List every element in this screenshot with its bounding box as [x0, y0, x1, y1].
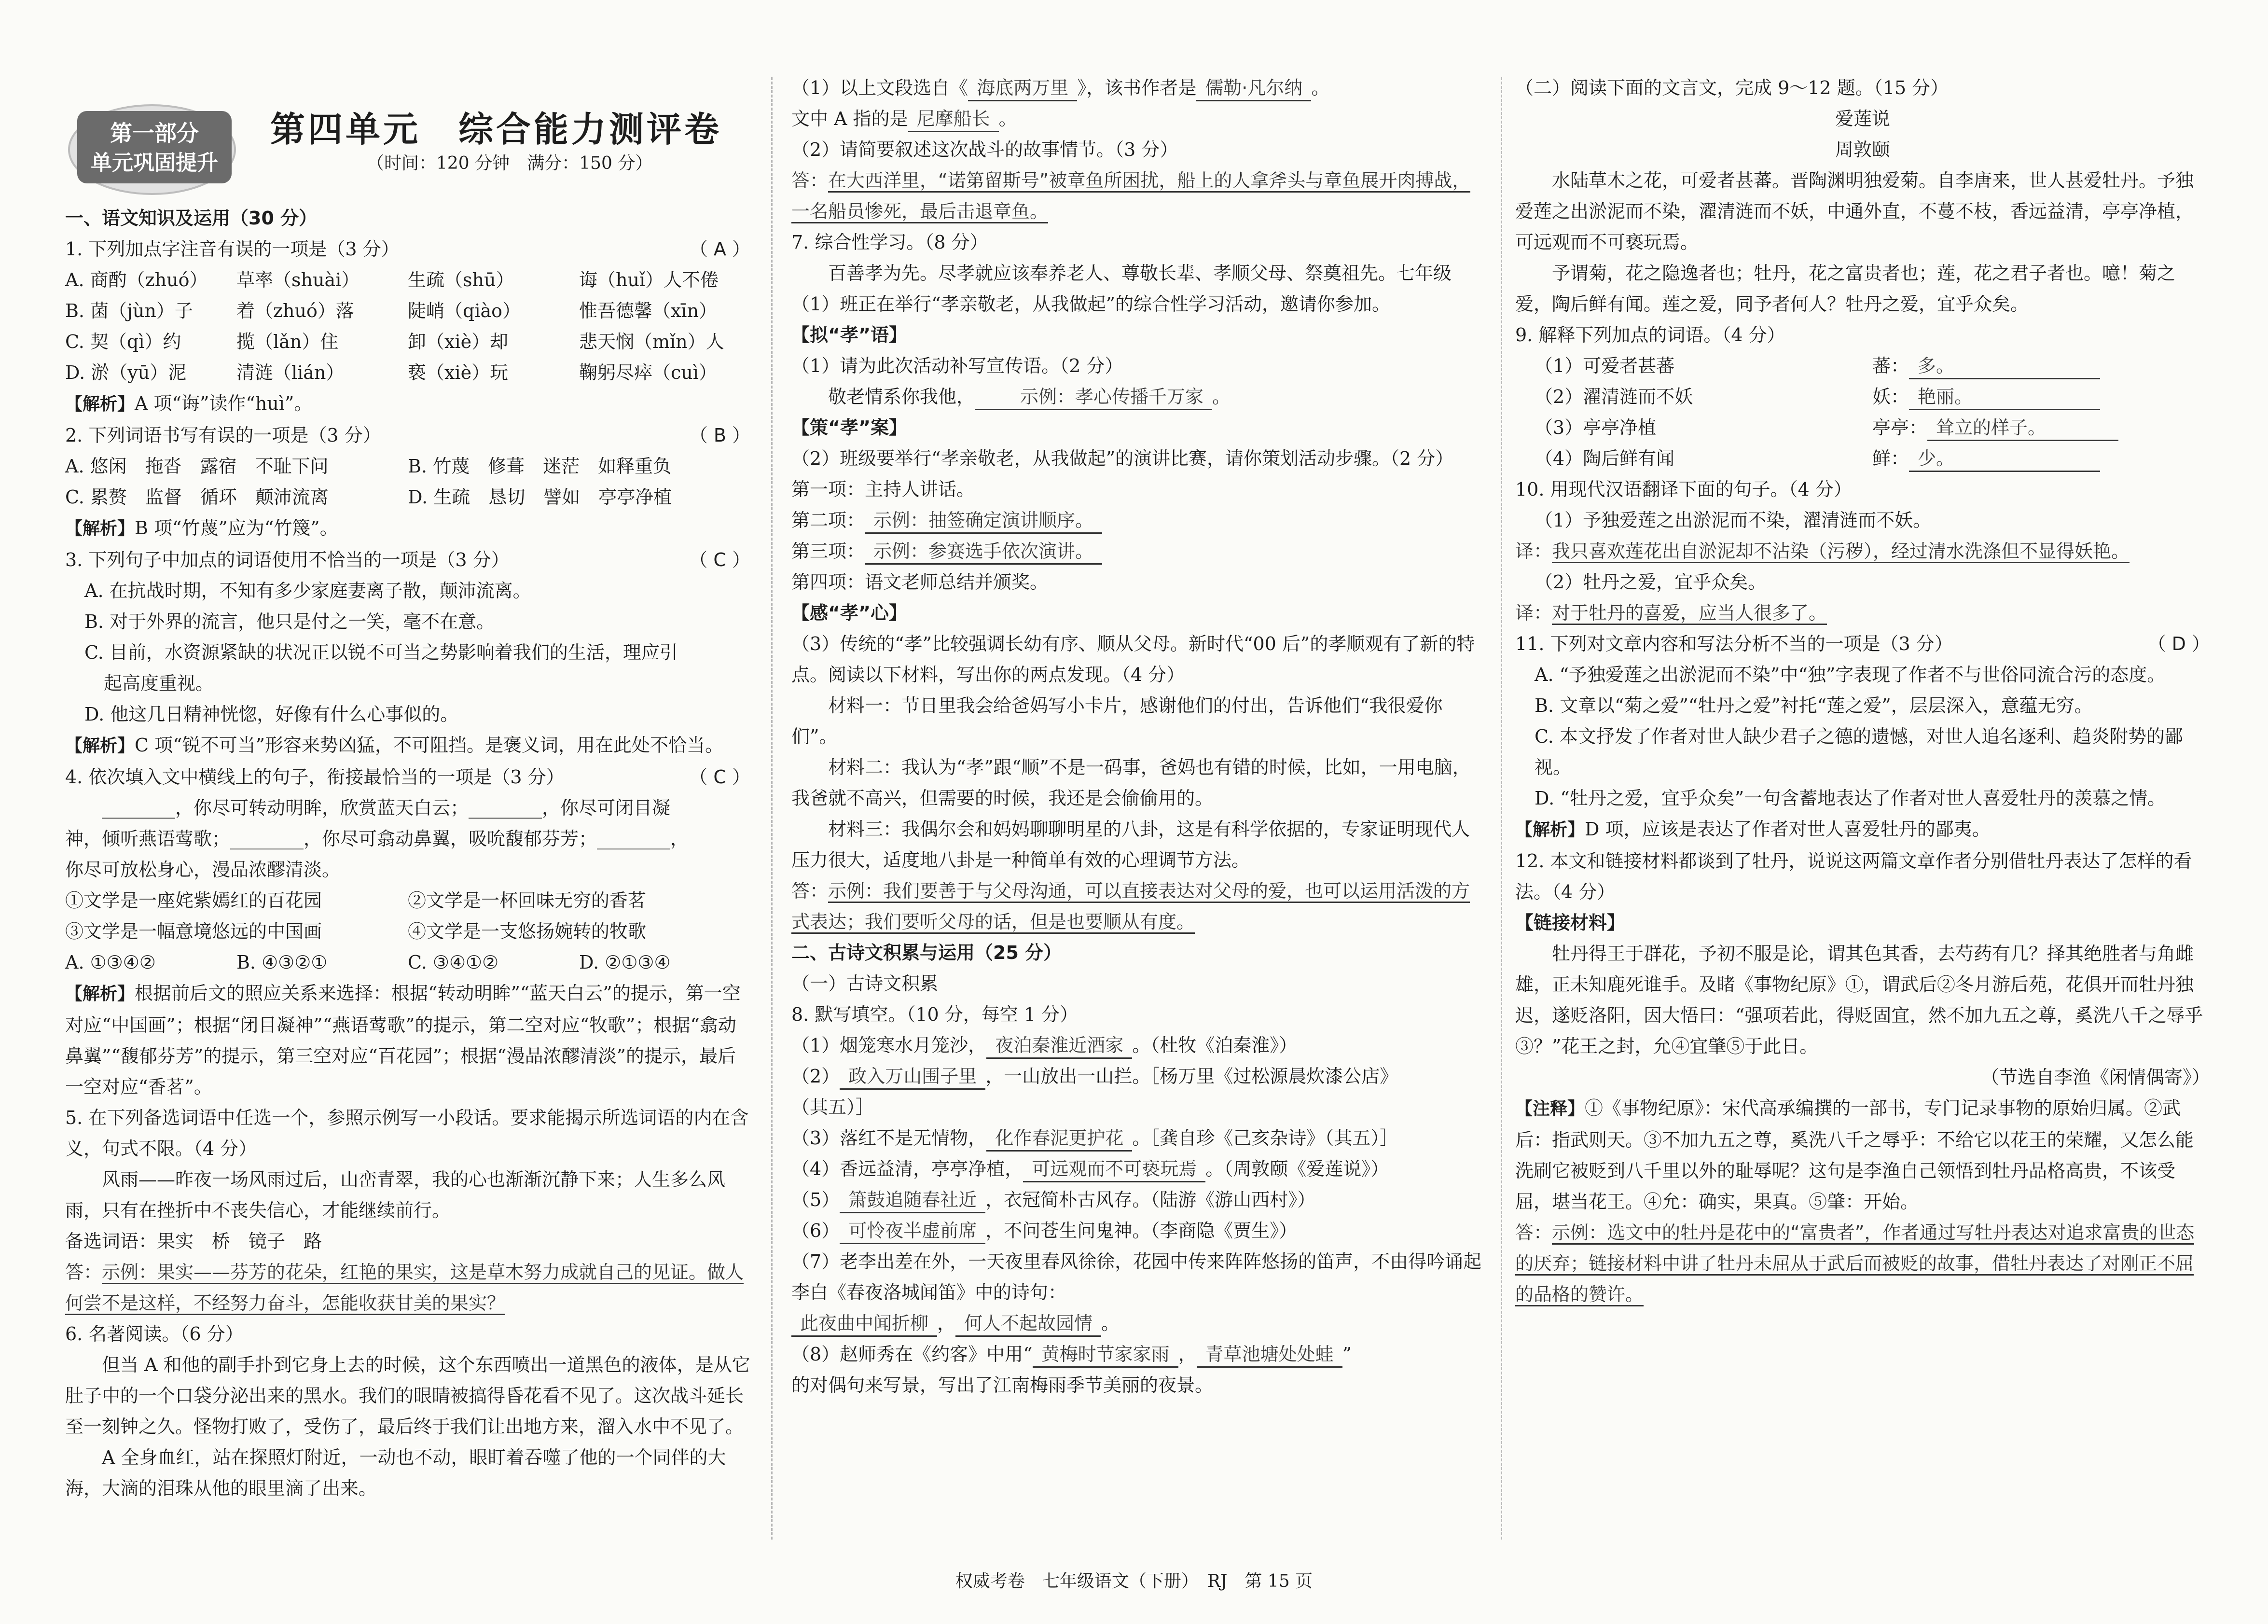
- question-line: [65, 544, 750, 575]
- text-line: （2）班级要举行“孝亲敬老，从我做起”的演讲比赛，请你策划活动步骤。（2 分）: [791, 448, 1454, 469]
- analysis-tag: 【解析】: [65, 984, 135, 1004]
- analysis-note: [65, 388, 750, 420]
- filled-answer: 海底两万里: [968, 76, 1077, 101]
- analysis-tag: 【解析】: [65, 519, 135, 539]
- question-text: 4. 依次填入文中横线上的句子，衔接最恰当的一项是（3 分）: [65, 766, 565, 788]
- answer-block: [1515, 536, 2210, 567]
- answer-label: 译：: [1515, 541, 1552, 562]
- answer-block: [65, 1257, 750, 1319]
- filled-answer: 黄梅时节家家雨: [1033, 1342, 1178, 1368]
- text-line: 10. 用现代汉语翻译下面的句子。（4 分）: [1515, 479, 1852, 500]
- passage-paragraph: 材料二：我认为“孝”跟“顺”不是一码事，爸妈也有错的时候，比如，一用电脑，我爸就不高兴，但需要的时候，我还是会偷偷用的。: [791, 757, 1471, 809]
- word-item: [1515, 381, 2210, 412]
- analysis-note: [1515, 1093, 2210, 1217]
- fill-text: （8）赵师秀在《约客》中用“: [791, 1344, 1033, 1365]
- section-heading: 【链接材料】: [1515, 912, 1626, 933]
- answer-text: 示例：选文中的牡丹是花中的“富贵者”，作者通过写牡丹表达对追求富贵的世态的厌弃；链接材料中讲了牡丹未屈从于武后而被贬的故事，借牡丹表达了对刚正不屈的品格的赞许。: [1515, 1222, 2194, 1306]
- analysis-text: ①《事物纪原》：宋代高承编撰的一部书，专门记录事物的原始归属。②武后：指武则天。③不加九五之尊，奚洗八千之辱乎：不给它以花王的荣耀，又怎么能洗刷它被贬到八千里以外的耻辱呢？这句是李渔自己领悟到牡丹品格高贵，不该受屈，堪当花王。④允：确实，果真。⑤肇：开始。: [1515, 1097, 2194, 1212]
- passage-paragraph: 牡丹得王于群花，予初不服是论，谓其色其香，去芍药有几？择其绝胜者与角雌雄，正未知鹿死谁手。及睹《事物纪原》①，谓武后②冬月游后苑，花俱开而牡丹独迟，遂贬洛阳，因大悟曰：“强项若此，得贬固宜，然不加九五之尊，奚洗八千之辱乎③？”花王之封，允④宜肇⑤于此日。: [1515, 943, 2203, 1057]
- filled-answer: 夜泊秦淮近酒家: [986, 1033, 1132, 1059]
- left-column: [65, 203, 750, 1504]
- answer-choice: （ A ）: [689, 238, 750, 260]
- option-item: 诲（huǐ）人不倦: [579, 269, 719, 291]
- option-item: 陡峭（qiào）: [408, 300, 521, 321]
- option-item: ③文学是一幅意境悠远的中国画: [65, 921, 322, 942]
- analysis-tag: 【解析】: [65, 394, 135, 414]
- fill-text: （1）烟笼寒水月笼沙，: [791, 1035, 987, 1056]
- fill-blank-line: [791, 505, 1486, 536]
- fill-text: （5）: [791, 1189, 840, 1210]
- fill-blank-line: [791, 536, 1486, 567]
- text-line: 你尽可放松身心，漫品浓醪清淡。: [65, 859, 341, 880]
- answer-text: 示例：我们要善于与父母沟通，可以直接表达对父母的爱，也可以运用活泼的方式表达；我们要听父母的话，但是也要顺从有度。: [791, 880, 1470, 934]
- answer-label: 答：: [791, 880, 829, 902]
- text-line: 6. 名著阅读。（6 分）: [65, 1323, 244, 1345]
- fill-text: 敬老情系你我他，: [828, 386, 975, 407]
- option-item: 悲天悯（mǐn）人: [579, 331, 724, 352]
- centered-title: 爱莲说: [1835, 108, 1890, 129]
- option-row: [65, 885, 750, 916]
- fill-blank-line: [791, 1339, 1486, 1370]
- fill-text: 文中 A 指的是: [791, 108, 908, 129]
- column-divider-2: [1501, 77, 1502, 1540]
- answer-label: 答：: [791, 170, 829, 191]
- text-line: 备选词语：果实 桥 镜子 路: [65, 1231, 322, 1252]
- fill-text: 。: [1101, 1313, 1120, 1334]
- word-item: [1515, 350, 2210, 381]
- passage-paragraph: 百善孝为先。尽孝就应该奉养老人、尊敬长辈、孝顺父母、祭奠祖先。七年级（1）班正在举行“孝亲敬老，从我做起”的综合性学习活动，邀请你参加。: [791, 263, 1452, 315]
- word-key: 鲜：: [1872, 448, 1909, 469]
- analysis-tag: 【解析】: [65, 736, 135, 756]
- option-item: D. ②①③④: [579, 952, 671, 973]
- answer-choice: （ C ）: [689, 766, 750, 788]
- fill-blank-line: [791, 1308, 1486, 1339]
- answer-choice: （ C ）: [689, 549, 750, 570]
- section-heading: 【策“孝”案】: [791, 417, 907, 438]
- analysis-tag: 【解析】: [1515, 820, 1585, 840]
- option-item: ④文学是一支悠扬婉转的牧歌: [408, 921, 647, 942]
- text-line: （其五）］: [791, 1097, 874, 1118]
- question-text: 11. 下列对文章内容和写法分析不当的一项是（3 分）: [1515, 633, 1953, 654]
- text-line: 5. 在下列备选词语中任选一个，参照示例写一小段话。要求能揭示所选词语的内在含义，句式不限。（4 分）: [65, 1107, 749, 1159]
- text-line: C. 本文抒发了作者对世人缺少君子之德的遗憾，对世人追名逐利、趋炎附势的鄙视。: [1535, 726, 2183, 778]
- fill-text: ，一山放出一山拦。［杨万里《过松源晨炊漆公店》: [985, 1066, 1398, 1087]
- analysis-note: [1515, 814, 2210, 846]
- fill-text: ，: [1178, 1344, 1197, 1365]
- fill-text: 。: [1212, 386, 1231, 407]
- passage-paragraph: 材料三：我偶尔会和妈妈聊聊明星的八卦，这是有科学依据的，专家证明现代人压力很大，适度地八卦是一种简单有效的心理调节方法。: [791, 819, 1470, 871]
- filled-answer: 尼摩船长: [908, 107, 999, 132]
- option-item: C. 契（qì）约: [65, 331, 181, 352]
- filled-answer: 示例：孝心传播千万家: [975, 385, 1212, 410]
- option-row: [65, 264, 750, 295]
- word-answer: [1872, 381, 2210, 412]
- option-item: 卸（xiè）却: [408, 331, 509, 352]
- option-item: B. 竹蔑 修葺 迷茫 如释重负: [408, 456, 672, 477]
- analysis-text: A 项“诲”读作“huì”。: [135, 393, 313, 414]
- word-phrase: （4）陶后鲜有闻: [1535, 448, 1675, 469]
- passage-paragraph: 水陆草木之花，可爱者甚蕃。晋陶渊明独爱菊。自李唐来，世人甚爱牡丹。予独爱莲之出淤泥而不染，濯清涟而不妖，中通外直，不蔓不枝，香远益清，亭亭净植，可远观而不可亵玩焉。: [1515, 170, 2194, 253]
- text-line: D. “牡丹之爱，宜乎众矣”一句含蓄地表达了作者对世人喜爱牡丹的羡慕之情。: [1535, 788, 2166, 809]
- passage-paragraph: 予谓菊，花之隐逸者也；牡丹，花之富贵者也；莲，花之君子者也。噫！菊之爱，陶后鲜有闻。莲之爱，同予者何人？牡丹之爱，宜乎众矣。: [1515, 263, 2176, 315]
- fill-text: 。: [998, 108, 1017, 129]
- text-line: 起高度重视。: [104, 673, 214, 694]
- analysis-text: 根据前后文的照应关系来选择：根据“转动明眸”“蓝天白云”的提示，第一空对应“中国画”；根据“闭目凝神”“燕语莺歌”的提示，第二空对应“牧歌”；根据“翕动鼻翼”“馥郁芬芳”的提示，第三空对应“百花园”；根据“漫品浓醪清淡”的提示，最后一空对应“香茗”。: [65, 983, 741, 1097]
- fill-text: （3）落红不是无情物，: [791, 1127, 987, 1149]
- analysis-note: [65, 513, 750, 544]
- fill-blank-line: [791, 1215, 1486, 1246]
- fill-blank-line: [791, 1030, 1486, 1061]
- right-column: [1515, 72, 2210, 1310]
- text-line: A. 在抗战时期，不知有多少家庭妻离子散，颠沛流离。: [84, 580, 531, 601]
- time-info: （时间：120 分钟 满分：150 分）: [367, 153, 653, 173]
- answer-text: 对于牡丹的喜爱，应当人很多了。: [1552, 602, 1827, 625]
- option-item: C. 累赘 监督 循环 颠沛流离: [65, 486, 329, 508]
- fill-text: ，: [937, 1313, 956, 1334]
- text-line: A. “予独爱莲之出淤泥而不染”中“独”字表现了作者不与世俗同流合污的态度。: [1535, 664, 2166, 685]
- text-line: （1）请为此次活动补写宣传语。（2 分）: [791, 355, 1123, 376]
- option-item: D. 生疏 恳切 譬如 亭亭净植: [408, 486, 672, 508]
- word-meaning: 艳丽。: [1909, 385, 2100, 410]
- option-item: B. ④③②①: [236, 952, 328, 973]
- fill-text: 》，该书作者是: [1077, 77, 1197, 98]
- badge-line-1: 第一部分: [110, 120, 199, 146]
- word-item: [1515, 443, 2210, 474]
- filled-answer: 何人不起故园情: [955, 1311, 1101, 1337]
- text-line: （1）予独爱莲之出淤泥而不染，濯清涟而不妖。: [1535, 510, 1932, 531]
- fill-blank-line: [791, 1123, 1486, 1153]
- text-line: 的对偶句来写景，写出了江南梅雨季节美丽的夜景。: [791, 1374, 1214, 1396]
- question-line: [65, 420, 750, 451]
- section-badge: [68, 97, 241, 198]
- text-line: 9. 解释下列加点的词语。（4 分）: [1515, 324, 1785, 346]
- filled-answer: 箫鼓追随春社近: [840, 1188, 985, 1213]
- answer-label: 答：: [65, 1262, 102, 1283]
- fill-text: （2）: [791, 1066, 840, 1087]
- middle-column: [791, 72, 1486, 1401]
- analysis-text: C 项“锐不可当”形容来势凶猛，不可阻挡。是褒义词，用在此处不恰当。: [135, 735, 724, 756]
- option-item: 生疏（shū）: [408, 269, 514, 291]
- fill-text: 第二项：: [791, 510, 865, 531]
- text-line: B. 对于外界的流言，他只是付之一笑，毫不在意。: [84, 611, 495, 632]
- answer-text: 我只喜欢莲花出自淤泥却不沾染（污秽），经过清水洗涤但不显得妖艳。: [1552, 541, 2130, 563]
- fill-blank-line: [791, 103, 1486, 134]
- text-line: B. 文章以“菊之爱”“牡丹之爱”衬托“莲之爱”，层层深入，意蕴无穷。: [1535, 695, 2093, 716]
- filled-answer: 可怜夜半虚前席: [840, 1219, 985, 1244]
- question-text: 1. 下列加点字注音有误的一项是（3 分）: [65, 238, 400, 260]
- question-text: 2. 下列词语书写有误的一项是（3 分）: [65, 425, 381, 446]
- option-row: [65, 451, 750, 482]
- answer-text: 在大西洋里，“诺第留斯号”被章鱼所困扰，船上的人拿斧头与章鱼展开肉搏战，一名船员惨死，最后击退章鱼。: [791, 170, 1470, 223]
- word-meaning: 少。: [1909, 446, 2100, 472]
- page-footer: 权威考卷 七年级语文（下册） RJ 第 15 页: [955, 1571, 1313, 1591]
- fill-text: 。（周敦颐《爱莲说》）: [1205, 1158, 1389, 1180]
- fill-blank-line: [791, 72, 1486, 103]
- question-line: [1515, 628, 2210, 659]
- section-heading: 【拟“孝”语】: [791, 324, 907, 346]
- word-answer: [1872, 412, 2210, 443]
- option-item: C. ③④①②: [408, 952, 499, 973]
- text-line: （二）阅读下面的文言文，完成 9～12 题。（15 分）: [1515, 77, 1949, 98]
- fill-text: 。［龚自珍《己亥杂诗》（其五）］: [1132, 1127, 1398, 1149]
- filled-answer: 化作春泥更护花: [986, 1126, 1132, 1152]
- word-phrase: （3）亭亭净植: [1535, 417, 1657, 438]
- option-item: 着（zhuó）落: [236, 300, 354, 321]
- word-meaning: 多。: [1909, 354, 2100, 379]
- text-line: 第四项：语文老师总结并颁奖。: [791, 571, 1049, 593]
- text-line: 神，倾听燕语莺歌；________，你尽可翕动鼻翼，吸吮馥郁芬芳；________，: [65, 828, 689, 849]
- text-line: （2）牡丹之爱，宜乎众矣。: [1535, 571, 1767, 593]
- option-item: 揽（lǎn）住: [236, 331, 339, 352]
- word-phrase: （1）可爱者甚蕃: [1535, 355, 1675, 376]
- analysis-note: [65, 978, 750, 1102]
- answer-choice: （ D ）: [2147, 633, 2210, 654]
- section-heading: 二、古诗文积累与运用（25 分）: [791, 942, 1062, 963]
- answer-block: [791, 165, 1486, 227]
- centered-title: 周敦颐: [1835, 139, 1890, 160]
- question-text: 3. 下列句子中加点的词语使用不恰当的一项是（3 分）: [65, 549, 510, 570]
- option-item: 亵（xiè）玩: [408, 362, 509, 383]
- filled-answer: 此夜曲中闻折柳: [791, 1311, 937, 1337]
- filled-answer: 示例：参赛选手依次演讲。: [865, 539, 1102, 565]
- fill-text: （4）香远益清，亭亭净植，: [791, 1158, 1023, 1180]
- option-row: [65, 295, 750, 326]
- filled-answer: 儒勒·凡尔纳: [1196, 76, 1311, 101]
- passage-paragraph: 材料一：节日里我会给爸妈写小卡片，感谢他们的付出，告诉他们“我很爱你们”。: [791, 695, 1443, 747]
- option-item: B. 菌（jùn）子: [65, 300, 193, 321]
- text-line: （一）古诗文积累: [791, 973, 939, 994]
- option-item: A. 商酌（zhuó）: [65, 269, 208, 291]
- option-item: 惟吾德馨（xīn）: [579, 300, 718, 321]
- fill-text: ，衣冠简朴古风存。（陆游《游山西村》）: [985, 1189, 1316, 1210]
- text-line: D. 他这几日精神恍惚，好像有什么心事似的。: [84, 704, 459, 725]
- fill-blank-line: [791, 1153, 1486, 1184]
- source-note: （节选自李渔《闲情偶寄》）: [1980, 1067, 2210, 1088]
- fill-blank-line: [791, 1061, 1486, 1092]
- word-phrase: （2）濯清涟而不妖: [1535, 386, 1693, 407]
- option-item: A. 悠闲 拖沓 露宿 不耻下问: [65, 456, 329, 477]
- text-line: （3）传统的“孝”比较强调长幼有序、顺从父母。新时代“00 后”的孝顺观有了新的特点。阅读以下材料，写出你的两点发现。（4 分）: [791, 633, 1475, 685]
- column-divider-1: [771, 77, 773, 1540]
- word-meaning: 耸立的样子。: [1927, 416, 2118, 441]
- answer-text: 示例：果实——芬芳的花朵，红艳的果实，这是草木努力成就自己的见证。做人何尝不是这样，不经努力奋斗，怎能收获甘美的果实？: [65, 1262, 744, 1315]
- question-line: [65, 234, 750, 264]
- option-row: [65, 326, 750, 357]
- word-answer: [1872, 443, 2210, 474]
- option-item: ①文学是一座姹紫嫣红的百花园: [65, 890, 322, 911]
- fill-text: （6）: [791, 1220, 840, 1241]
- word-answer: [1872, 350, 2210, 381]
- word-key: 妖：: [1872, 386, 1909, 407]
- question-line: [65, 762, 750, 792]
- option-row: [65, 482, 750, 513]
- word-key: 蕃：: [1872, 355, 1909, 376]
- option-item: 鞠躬尽瘁（cuì）: [579, 362, 717, 383]
- option-row: [65, 357, 750, 388]
- passage-paragraph: A 全身血红，站在探照灯附近，一动也不动，眼盯着吞噬了他的一个同伴的大海，大滴的泪珠从他的眼里滴了出来。: [65, 1447, 726, 1499]
- filled-answer: 政入万山围子里: [840, 1064, 985, 1090]
- text-line: 第一项：主持人讲话。: [791, 479, 975, 500]
- answer-block: [791, 875, 1486, 937]
- option-item: A. ①③④②: [65, 952, 156, 973]
- fill-blank-line: [791, 1184, 1486, 1215]
- text-line: 12. 本文和链接材料都谈到了牡丹，说说这两篇文章作者分别借牡丹表达了怎样的看法。（4 分）: [1515, 850, 2192, 902]
- analysis-tag: 【注释】: [1515, 1099, 1585, 1119]
- text-line: C. 目前，水资源紧缺的状况正以锐不可当之势影响着我们的生活，理应引: [84, 642, 678, 663]
- fill-text: 第三项：: [791, 541, 865, 562]
- fill-text: 。（杜牧《泊秦淮》）: [1132, 1035, 1298, 1056]
- option-row: [65, 916, 750, 947]
- text-line: 8. 默写填空。（10 分，每空 1 分）: [791, 1004, 1079, 1025]
- passage-paragraph: 但当 A 和他的副手扑到它身上去的时候，这个东西喷出一道黑色的液体，是从它肚子中的一个口袋分泌出来的黑水。我们的眼睛被搞得昏花看不见了。这次战斗延长至一刻钟之久。怪物打败了，受伤了，最后终于我们让出地方来，溜入水中不见了。: [65, 1354, 750, 1437]
- analysis-note: [65, 730, 750, 762]
- analysis-text: B 项“竹蔑”应为“竹篾”。: [135, 517, 338, 539]
- word-key: 亭亭：: [1872, 417, 1928, 438]
- text-line: （2）请简要叙述这次战斗的故事情节。（3 分）: [791, 139, 1178, 160]
- word-item: [1515, 412, 2210, 443]
- fill-text: （1）以上文段选自《: [791, 77, 968, 98]
- badge-line-2: 单元巩固提升: [91, 151, 218, 175]
- answer-block: [1515, 597, 2210, 628]
- text-line: （7）老李出差在外，一天夜里春风徐徐，花园中传来阵阵悠扬的笛声，不由得吟诵起李白《春夜洛城闻笛》中的诗句：: [791, 1251, 1482, 1303]
- analysis-text: D 项，应该是表达了作者对世人喜爱牡丹的鄙夷。: [1585, 819, 1991, 840]
- filled-answer: 可远观而不可亵玩焉: [1023, 1157, 1205, 1182]
- option-item: 草率（shuài）: [236, 269, 360, 291]
- fill-text: ”: [1342, 1344, 1352, 1365]
- answer-choice: （ B ）: [689, 425, 750, 446]
- option-item: 清涟（lián）: [236, 362, 345, 383]
- answer-label: 译：: [1515, 602, 1552, 624]
- fill-blank-line: [791, 381, 1486, 412]
- section-heading: 【感“孝”心】: [791, 602, 907, 624]
- option-row: [65, 947, 750, 978]
- section-heading: 一、语文知识及运用（30 分）: [65, 208, 318, 229]
- filled-answer: 示例：抽签确定演讲顺序。: [865, 508, 1102, 534]
- passage-paragraph: 风雨——昨夜一场风雨过后，山峦青翠，我的心也渐渐沉静下来；人生多么风雨，只有在挫折中不丧失信心，才能继续前行。: [65, 1169, 726, 1221]
- fill-text: 。: [1311, 77, 1330, 98]
- fill-text: ，不问苍生问鬼神。（李商隐《贾生》）: [985, 1220, 1298, 1241]
- answer-block: [1515, 1217, 2210, 1310]
- answer-label: 答：: [1515, 1222, 1552, 1243]
- page-title: 第四单元 综合能力测评卷: [270, 109, 722, 150]
- filled-answer: 青草池塘处处蛙: [1197, 1342, 1342, 1368]
- option-item: D. 淤（yū）泥: [65, 362, 187, 383]
- option-item: ②文学是一杯回味无穷的香茗: [408, 890, 647, 911]
- text-line: 7. 综合性学习。（8 分）: [791, 232, 988, 253]
- text-line: ________，你尽可转动明眸，欣赏蓝天白云；________，你尽可闭目凝: [102, 797, 671, 819]
